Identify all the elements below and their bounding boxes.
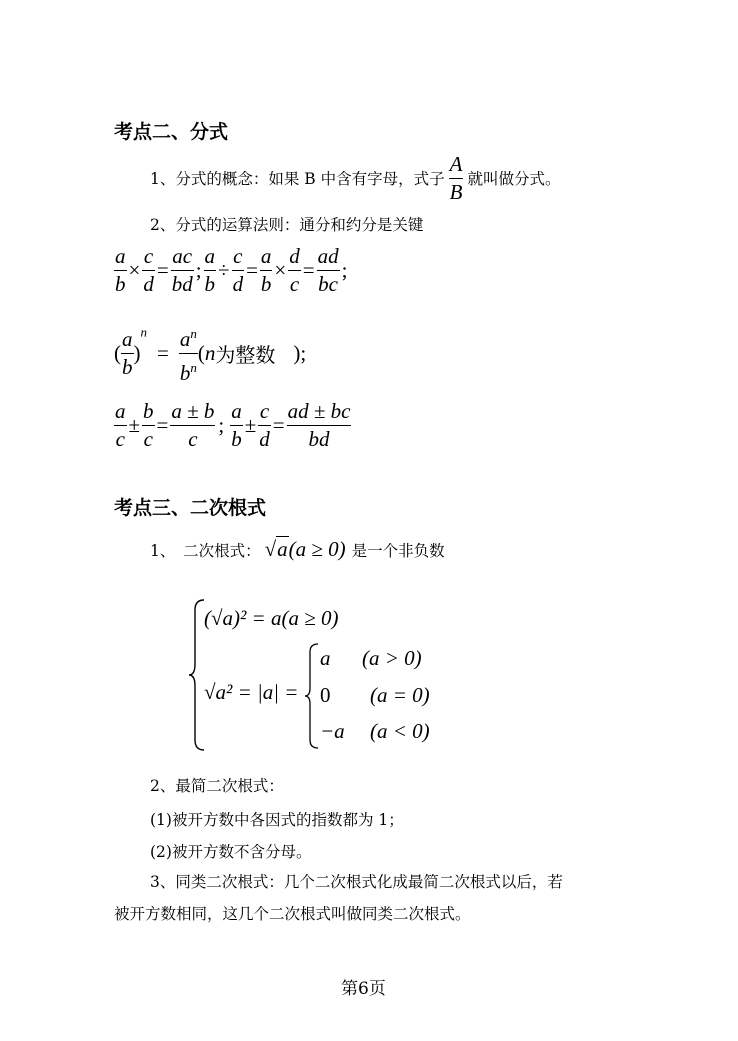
sqrt-a-expression: √a — [264, 537, 288, 561]
section-heading-radicals: 考点三、二次根式 — [114, 497, 267, 519]
simplest-radical-rule-2: (2)被开方数不含分母。 — [150, 843, 312, 861]
fraction-a-over-b: $\frac{A}{B}$ — [449, 151, 463, 204]
simplest-radical-rule-1: (1)被开方数中各因式的指数都为 1； — [150, 811, 404, 829]
inner-brace-icon — [304, 642, 320, 750]
similar-radical-line-2: 被开方数相同，这几个二次根式叫做同类二次根式。 — [114, 905, 471, 923]
fraction-definition-suffix: 就叫做分式。 — [467, 170, 561, 188]
case-zero: 0 (a = 0) — [320, 683, 430, 707]
radical-definition: 1、 二次根式： √a (a ≥ 0) 是一个非负数 — [150, 537, 445, 561]
case-negative: −a (a < 0) — [320, 719, 430, 743]
fraction-definition-text: 1、分式的概念：如果 B 中含有字母，式子 — [150, 170, 445, 188]
fraction-definition — [150, 150, 560, 206]
radical-properties-system — [188, 598, 478, 752]
formula-mult-div: $\frac{a}{b}$ × $\frac{c}{d}$ = $\frac{ac}{bd}$ ; $\frac{a}{b}$ ÷ $\frac{c}{d}$ = $\frac{a}{b}$ × $\frac{d}{c}$ = $\frac{ad}{bc}$ ; — [115, 244, 348, 296]
page-number: 第6页 — [341, 979, 386, 999]
operation-rules-text: 2、分式的运算法则：通分和约分是关键 — [150, 216, 424, 234]
sqrt-squared-identity: (√a)² = a(a ≥ 0) — [204, 606, 339, 630]
formula-power: ( $\frac{a}{b}$ )$^n$= $\frac{a^n}{b^n}$ (n为整数 ); — [114, 320, 308, 387]
similar-radical-line-1: 3、同类二次根式：几个二次根式化成最简二次根式以后，若 — [150, 873, 563, 891]
simplest-radical-heading: 2、最简二次根式： — [150, 777, 284, 795]
case-positive: a (a > 0) — [320, 646, 422, 670]
formula-add-sub: $\frac{a}{c}$ ± $\frac{b}{c}$ = $\frac{a \pm b}{c}$ ; $\frac{a}{b}$ ± $\frac{c}{d}$ = $\frac{ad \pm bc}{bd}$ — [115, 399, 351, 451]
section-heading-fractions: 考点二、分式 — [114, 121, 229, 143]
abs-value-identity: √a² = |a| = — [204, 680, 299, 704]
